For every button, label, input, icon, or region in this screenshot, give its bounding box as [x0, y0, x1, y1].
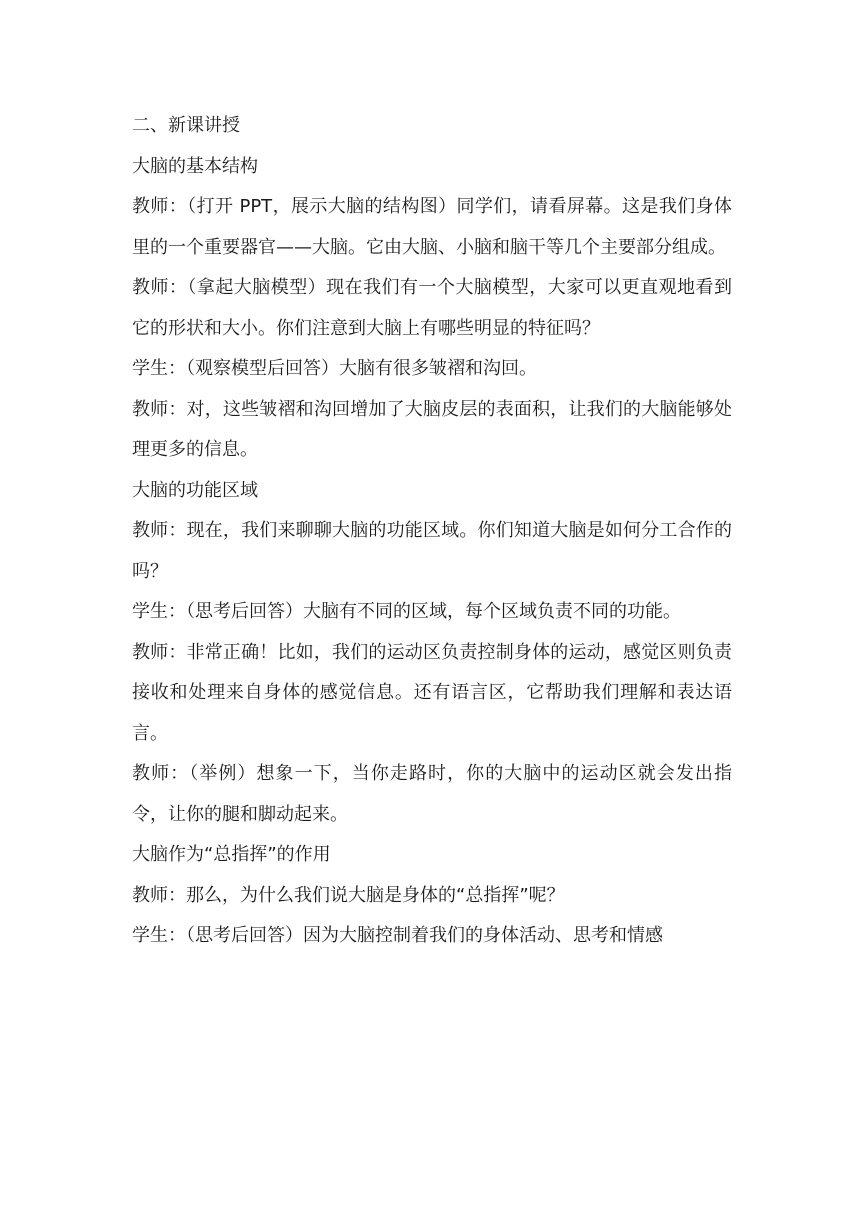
dialogue-paragraph: 学生：（思考后回答）因为大脑控制着我们的身体活动、思考和情感	[132, 925, 663, 946]
dialogue-paragraph: 教师：现在，我们来聊聊大脑的功能区域。你们知道大脑是如何分工合作的吗？	[132, 520, 732, 582]
dialogue-paragraph: 教师：（举例）想象一下，当你走路时，你的大脑中的运动区就会发出指令，让你的腿和脚动起来。	[132, 763, 732, 825]
dialogue-paragraph: 教师：（拿起大脑模型）现在我们有一个大脑模型，大家可以更直观地看到它的形状和大小。你们注意到大脑上有哪些明显的特征吗？	[132, 277, 732, 339]
dialogue-paragraph: 教师：（打开 PPT，展示大脑的结构图）同学们，请看屏幕。这是我们身体里的一个重要器官——大脑。它由大脑、小脑和脑干等几个主要部分组成。	[132, 196, 732, 258]
subsection-heading: 大脑作为“总指挥”的作用	[132, 844, 331, 865]
subsection-heading: 大脑的基本结构	[132, 155, 258, 177]
section-heading: 二、新课讲授	[132, 115, 240, 136]
dialogue-paragraph: 教师：对，这些皱褶和沟回增加了大脑皮层的表面积，让我们的大脑能够处理更多的信息。	[132, 398, 732, 460]
subsection-heading: 大脑的功能区域	[132, 479, 258, 501]
dialogue-paragraph: 教师：非常正确！比如，我们的运动区负责控制身体的运动，感觉区则负责接收和处理来自身体的感觉信息。还有语言区，它帮助我们理解和表达语言。	[132, 641, 732, 744]
dialogue-paragraph: 学生：（观察模型后回答）大脑有很多皱褶和沟回。	[132, 358, 537, 379]
dialogue-paragraph: 学生：（思考后回答）大脑有不同的区域，每个区域负责不同的功能。	[132, 601, 681, 622]
document-body	[132, 106, 732, 957]
dialogue-paragraph: 教师：那么，为什么我们说大脑是身体的“总指挥”呢？	[132, 884, 565, 906]
